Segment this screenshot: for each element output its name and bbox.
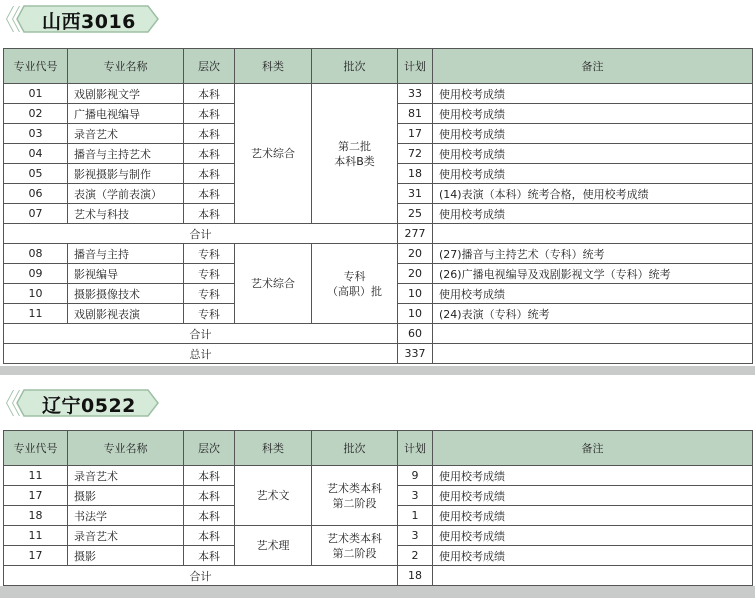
cell-remark: 使用校考成绩 bbox=[433, 164, 753, 184]
cell-name: 摄影 bbox=[68, 486, 184, 506]
batch-line-2: 第二阶段 bbox=[332, 496, 377, 510]
cell-remark: 使用校考成绩 bbox=[433, 144, 753, 164]
cell-level: 本科 bbox=[184, 144, 235, 164]
header-code: 专业代号 bbox=[4, 49, 68, 84]
batch-line-1: 艺术类本科 bbox=[327, 531, 382, 545]
cell-code: 06 bbox=[4, 184, 68, 204]
section-title: 辽宁0522 bbox=[42, 395, 136, 417]
cell-category bbox=[235, 244, 312, 324]
section-banner-liaoning bbox=[4, 388, 164, 418]
cell-level: 本科 bbox=[184, 546, 235, 566]
cell-plan: 17 bbox=[398, 124, 433, 144]
header-name: 专业名称 bbox=[68, 49, 184, 84]
cell-plan: 20 bbox=[398, 244, 433, 264]
subtotal-value: 60 bbox=[398, 324, 433, 344]
cell-batch bbox=[312, 466, 398, 526]
section-separator bbox=[0, 586, 755, 598]
cell-plan: 33 bbox=[398, 84, 433, 104]
batch-line-2: （高职）批 bbox=[327, 284, 382, 298]
cell-level: 本科 bbox=[184, 164, 235, 184]
cell-name: 录音艺术 bbox=[68, 124, 184, 144]
subtotal-label: 合计 bbox=[4, 224, 398, 244]
header-code: 专业代号 bbox=[4, 431, 68, 466]
admission-table-liaoning bbox=[3, 430, 753, 586]
cell-remark: 使用校考成绩 bbox=[433, 284, 753, 304]
cell-code: 10 bbox=[4, 284, 68, 304]
table-row bbox=[4, 84, 753, 104]
cell-name: 录音艺术 bbox=[68, 526, 184, 546]
cell-remark: 使用校考成绩 bbox=[433, 84, 753, 104]
header-plan: 计划 bbox=[398, 431, 433, 466]
cell-plan: 3 bbox=[398, 526, 433, 546]
header-level: 层次 bbox=[184, 431, 235, 466]
cell-remark: 使用校考成绩 bbox=[433, 546, 753, 566]
total-value: 337 bbox=[398, 344, 433, 364]
cell-batch bbox=[312, 84, 398, 224]
cell-plan: 10 bbox=[398, 304, 433, 324]
cell-code: 05 bbox=[4, 164, 68, 184]
header-remark: 备注 bbox=[433, 49, 753, 84]
cell-name: 播音与主持 bbox=[68, 244, 184, 264]
cell-name: 表演（学前表演） bbox=[68, 184, 184, 204]
cell-plan: 3 bbox=[398, 486, 433, 506]
cell-category bbox=[235, 84, 312, 224]
header-remark: 备注 bbox=[433, 431, 753, 466]
header-category: 科类 bbox=[235, 431, 312, 466]
cell-category bbox=[235, 526, 312, 566]
cell-name: 录音艺术 bbox=[68, 466, 184, 486]
cell-code: 11 bbox=[4, 304, 68, 324]
cell-name: 摄影 bbox=[68, 546, 184, 566]
cell-remark: (26)广播电视编导及戏剧影视文学（专科）统考 bbox=[433, 264, 753, 284]
cell-name: 戏剧影视表演 bbox=[68, 304, 184, 324]
section-banner-shanxi bbox=[4, 4, 164, 34]
cell-code: 08 bbox=[4, 244, 68, 264]
cell-plan: 72 bbox=[398, 144, 433, 164]
cell-remark: 使用校考成绩 bbox=[433, 486, 753, 506]
section-separator bbox=[0, 366, 755, 375]
cell-category bbox=[235, 466, 312, 526]
cell-remark: 使用校考成绩 bbox=[433, 204, 753, 224]
cell-code: 09 bbox=[4, 264, 68, 284]
total-value: 18 bbox=[398, 566, 433, 586]
cell-plan: 10 bbox=[398, 284, 433, 304]
table-header-row bbox=[4, 431, 753, 466]
total-row bbox=[4, 344, 753, 364]
category-text: 艺术文 bbox=[256, 489, 290, 502]
header-name: 专业名称 bbox=[68, 431, 184, 466]
cell-level: 专科 bbox=[184, 264, 235, 284]
cell-remark: (14)表演（本科）统考合格，使用校考成绩 bbox=[433, 184, 753, 204]
cell-batch bbox=[312, 244, 398, 324]
cell-code: 01 bbox=[4, 84, 68, 104]
cell-name: 书法学 bbox=[68, 506, 184, 526]
cell-remark: (27)播音与主持艺术（专科）统考 bbox=[433, 244, 753, 264]
cell-name: 影视摄影与制作 bbox=[68, 164, 184, 184]
subtotal-row bbox=[4, 224, 753, 244]
cell-level: 本科 bbox=[184, 526, 235, 546]
batch-line-1: 第二批 bbox=[338, 139, 371, 153]
cell-code: 03 bbox=[4, 124, 68, 144]
cell-name: 艺术与科技 bbox=[68, 204, 184, 224]
header-batch: 批次 bbox=[312, 431, 398, 466]
cell-level: 专科 bbox=[184, 284, 235, 304]
header-batch: 批次 bbox=[312, 49, 398, 84]
cell-plan: 20 bbox=[398, 264, 433, 284]
category-text: 艺术理 bbox=[256, 539, 290, 552]
cell-code: 17 bbox=[4, 486, 68, 506]
category-text: 艺术综合 bbox=[251, 147, 295, 160]
category-text: 艺术综合 bbox=[251, 277, 295, 290]
batch-line-2: 本科B类 bbox=[334, 154, 375, 168]
table-row bbox=[4, 244, 753, 264]
header-level: 层次 bbox=[184, 49, 235, 84]
batch-line-1: 专科 bbox=[343, 269, 366, 283]
cell-name: 摄影摄像技术 bbox=[68, 284, 184, 304]
cell-level: 本科 bbox=[184, 104, 235, 124]
subtotal-remark bbox=[433, 224, 753, 244]
table-row bbox=[4, 466, 753, 486]
header-category: 科类 bbox=[235, 49, 312, 84]
total-remark bbox=[433, 344, 753, 364]
batch-line-1: 艺术类本科 bbox=[327, 481, 382, 495]
cell-plan: 2 bbox=[398, 546, 433, 566]
cell-code: 11 bbox=[4, 466, 68, 486]
cell-plan: 1 bbox=[398, 506, 433, 526]
cell-level: 本科 bbox=[184, 506, 235, 526]
cell-code: 18 bbox=[4, 506, 68, 526]
cell-code: 07 bbox=[4, 204, 68, 224]
total-remark bbox=[433, 566, 753, 586]
cell-code: 04 bbox=[4, 144, 68, 164]
cell-plan: 18 bbox=[398, 164, 433, 184]
cell-level: 本科 bbox=[184, 486, 235, 506]
cell-code: 02 bbox=[4, 104, 68, 124]
cell-name: 播音与主持艺术 bbox=[68, 144, 184, 164]
cell-level: 本科 bbox=[184, 204, 235, 224]
cell-plan: 9 bbox=[398, 466, 433, 486]
cell-level: 专科 bbox=[184, 244, 235, 264]
total-row bbox=[4, 566, 753, 586]
cell-code: 17 bbox=[4, 546, 68, 566]
section-title: 山西3016 bbox=[42, 11, 136, 33]
cell-code: 11 bbox=[4, 526, 68, 546]
subtotal-row bbox=[4, 324, 753, 344]
subtotal-label: 合计 bbox=[4, 324, 398, 344]
cell-remark: 使用校考成绩 bbox=[433, 506, 753, 526]
table-row bbox=[4, 526, 753, 546]
subtotal-remark bbox=[433, 324, 753, 344]
cell-remark: 使用校考成绩 bbox=[433, 124, 753, 144]
cell-batch bbox=[312, 526, 398, 566]
cell-remark: (24)表演（专科）统考 bbox=[433, 304, 753, 324]
table-header-row bbox=[4, 49, 753, 84]
cell-remark: 使用校考成绩 bbox=[433, 466, 753, 486]
cell-remark: 使用校考成绩 bbox=[433, 104, 753, 124]
total-label: 总计 bbox=[4, 344, 398, 364]
admission-table-shanxi bbox=[3, 48, 753, 364]
batch-line-2: 第二阶段 bbox=[332, 546, 377, 560]
cell-level: 本科 bbox=[184, 466, 235, 486]
cell-remark: 使用校考成绩 bbox=[433, 526, 753, 546]
cell-plan: 31 bbox=[398, 184, 433, 204]
cell-level: 本科 bbox=[184, 184, 235, 204]
cell-name: 戏剧影视文学 bbox=[68, 84, 184, 104]
cell-name: 广播电视编导 bbox=[68, 104, 184, 124]
cell-level: 本科 bbox=[184, 84, 235, 104]
cell-level: 本科 bbox=[184, 124, 235, 144]
cell-plan: 25 bbox=[398, 204, 433, 224]
cell-name: 影视编导 bbox=[68, 264, 184, 284]
subtotal-value: 277 bbox=[398, 224, 433, 244]
total-label: 合计 bbox=[4, 566, 398, 586]
cell-level: 专科 bbox=[184, 304, 235, 324]
header-plan: 计划 bbox=[398, 49, 433, 84]
cell-plan: 81 bbox=[398, 104, 433, 124]
